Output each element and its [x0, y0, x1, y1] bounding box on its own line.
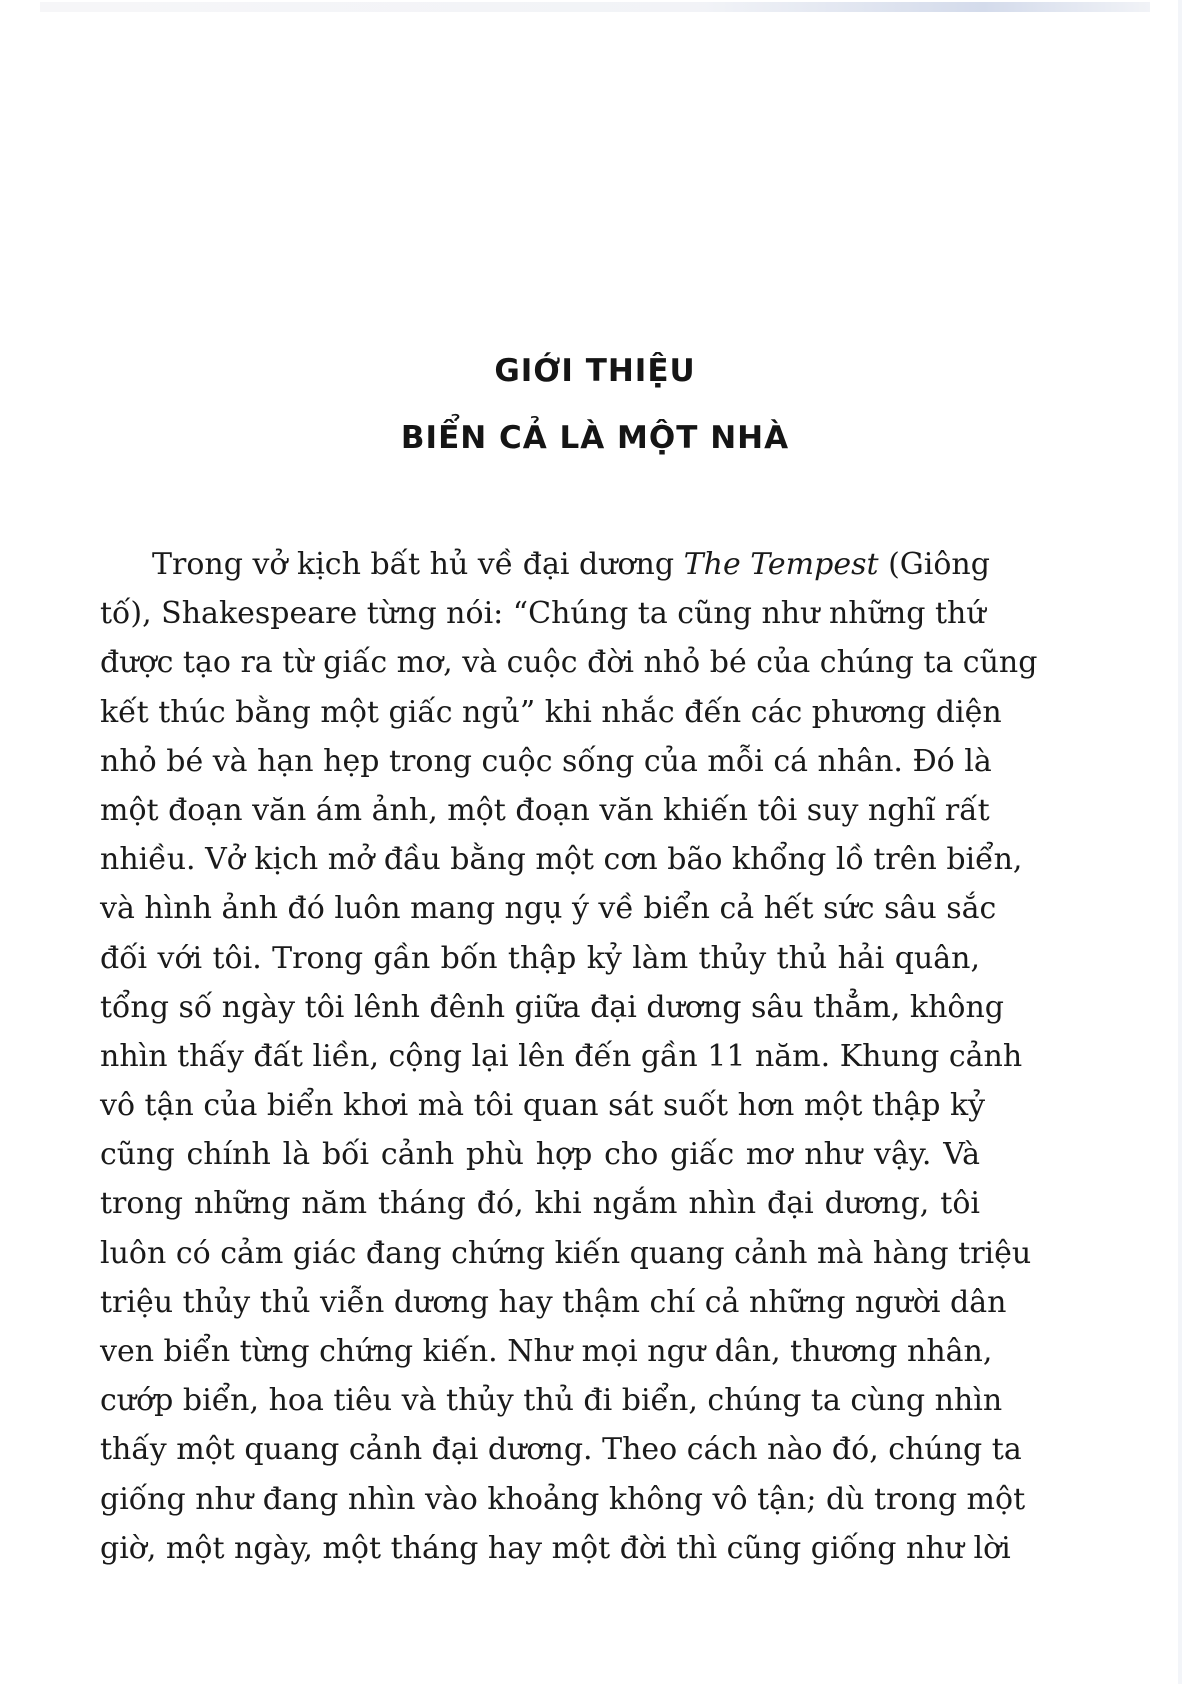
text-run: Trong vở kịch bất hủ về đại dương: [152, 547, 684, 582]
paragraph-line: trong những năm tháng đó, khi ngắm nhìn đại dương, tôi: [100, 1186, 980, 1222]
paragraph-line: cướp biển, hoa tiêu và thủy thủ đi biển, chúng ta cùng nhìn: [100, 1383, 1003, 1419]
paragraph-line: thấy một quang cảnh đại dương. Theo cách nào đó, chúng ta: [100, 1432, 1022, 1468]
paragraph-line: tổng số ngày tôi lênh đênh giữa đại dương sâu thẳm, không: [100, 989, 1004, 1025]
paragraph-line: được tạo ra từ giấc mơ, và cuộc đời nhỏ bé của chúng ta cũng: [100, 645, 1038, 681]
paragraph-line: nhỏ bé và hạn hẹp trong cuộc sống của mỗi cá nhân. Đó là: [100, 743, 992, 779]
scan-edge-right: [1178, 0, 1182, 1684]
play-title: The Tempest: [683, 547, 879, 582]
paragraph-line: giờ, một ngày, một tháng hay một đời thì cũng giống như lời: [100, 1530, 1011, 1566]
chapter-heading: [0, 353, 1190, 456]
paragraph-line: giống như đang nhìn vào khoảng không vô tận; dù trong một: [100, 1481, 1026, 1517]
paragraph-line: cũng chính là bối cảnh phù hợp cho giấc mơ như vậy. Và: [100, 1137, 980, 1173]
paragraph-line: [100, 540, 990, 589]
paragraph-line: và hình ảnh đó luôn mang ngụ ý về biển cả hết sức sâu sắc: [100, 891, 997, 927]
body-paragraph: [100, 540, 1038, 1573]
paragraph-line: kết thúc bằng một giấc ngủ” khi nhắc đến các phương diện: [100, 694, 1002, 730]
paragraph-line: triệu thủy thủ viễn dương hay thậm chí cả những người dân: [100, 1284, 1007, 1320]
paragraph-line: một đoạn văn ám ảnh, một đoạn văn khiến tôi suy nghĩ rất: [100, 792, 990, 828]
paragraph-line: đối với tôi. Trong gần bốn thập kỷ làm thủy thủ hải quân,: [100, 940, 980, 976]
chapter-title: BIỂN CẢ LÀ MỘT NHÀ: [400, 420, 790, 456]
paragraph-line: tố), Shakespeare từng nói: “Chúng ta cũng như những thứ: [100, 596, 986, 632]
text-run: (Giông: [878, 547, 990, 582]
paragraph-line: ven biển từng chứng kiến. Như mọi ngư dân, thương nhân,: [100, 1334, 993, 1369]
paragraph-line: nhìn thấy đất liền, cộng lại lên đến gần 11 năm. Khung cảnh: [100, 1038, 1023, 1074]
paragraph-line: nhiều. Vở kịch mở đầu bằng một cơn bão khổng lồ trên biển,: [100, 842, 1023, 878]
scan-edge-top: [40, 2, 1150, 12]
paragraph-line: luôn có cảm giác đang chứng kiến quang cảnh mà hàng triệu: [100, 1235, 1032, 1271]
paragraph-line: vô tận của biển khơi mà tôi quan sát suốt hơn một thập kỷ: [100, 1088, 986, 1124]
chapter-label: GIỚI THIỆU: [494, 353, 696, 389]
